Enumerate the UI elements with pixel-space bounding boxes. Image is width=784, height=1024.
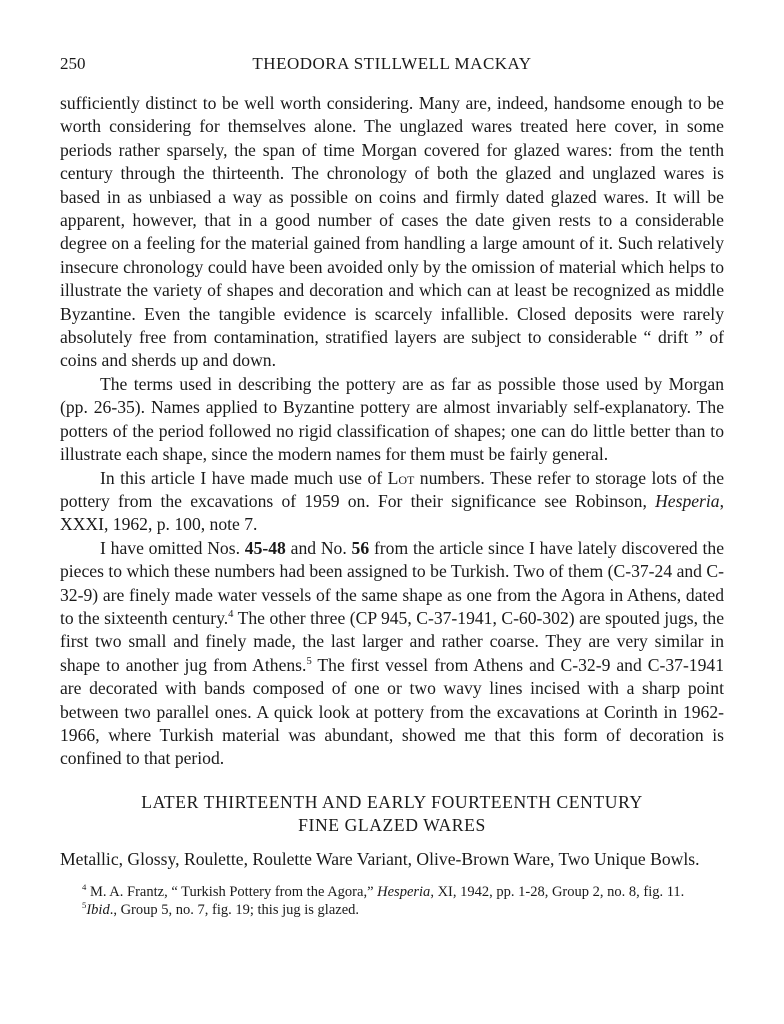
lot-term: Lot <box>387 467 415 488</box>
body-text <box>60 92 724 771</box>
paragraph-lot-numbers <box>60 467 724 537</box>
text-run: I have omitted Nos. <box>100 537 245 558</box>
section-heading-line-2: FINE GLAZED WARES <box>298 815 486 836</box>
section-heading <box>60 791 724 838</box>
text-run: In this article I have made much use of <box>100 467 388 488</box>
footnotes <box>60 883 724 919</box>
catalogue-numbers: 45-48 <box>244 537 286 558</box>
journal-title: Hesperia <box>655 490 720 511</box>
ibid: Ibid <box>86 902 110 918</box>
page-number: 250 <box>60 54 86 73</box>
running-head <box>60 52 724 76</box>
text-run: M. A. Frantz, “ Turkish Pottery from the Agora,” <box>86 884 378 900</box>
text-run: The other three (CP 945, C-37-1941, C-60-302) are spouted jugs, the first two small and finely made, the last larger and rather coarse. They are very similar in shape to another jug from Athens. <box>60 607 724 675</box>
paragraph-continuation: sufficiently distinct to be well worth considering. Many are, indeed, handsome enough to be worth considering for themselves alone. The unglazed wares treated here cover, in some periods rather sparsely, the span of time Morgan covered for glazed wares: from the tenth century through the thirteenth. The chronology of both the glazed and unglazed wares is based in as unbiased a way as possible on coins and firmly dated glazed wares. It will be apparent, however, that in a good number of cases the date given rests to a considerable degree on a feeling for the material gained from handling a large amount of it. Such relatively insecure chronology could have been avoided only by the omission of material which helps to illustrate the variety of shapes and decoration and which can at least be recognized as middle Byzantine. Even the tangible evidence is scarcely infallible. Closed deposits were rarely absolutely free from contamination, stratified layers are subject to considerable “ drift ” of coins and sherds up and down. <box>60 93 724 371</box>
page <box>60 52 724 919</box>
catalogue-number: 56 <box>351 537 370 558</box>
text-run: ., Group 5, no. 7, fig. 19; this jug is glazed. <box>109 902 359 918</box>
footnote-4 <box>60 883 724 901</box>
section-subhead: Metallic, Glossy, Roulette, Roulette Ware Variant, Olive-Brown Ware, Two Unique Bowls. <box>60 848 700 869</box>
text-run: numbers. These refer to storage lots of the pottery from the excavations of 1959 on. For their significance see Robinson, <box>60 467 725 511</box>
footnote-ref-4[interactable]: 4 <box>228 609 234 621</box>
text-run: , XXXI, 1962, p. 100, note 7. <box>60 490 724 535</box>
text-run: The first vessel from Athens and C-32-9 and C-37-1941 are decorated with bands composed of one or two wavy lines incised with a sharp point between two parallel ones. A quick look at pottery from the excavations at Corinth in 1962-1966, where Turkish material was abundant, showed me that this form of decoration is confined to that period. <box>60 654 724 769</box>
section-heading-line-1: LATER THIRTEENTH AND EARLY FOURTEENTH CENTURY <box>141 791 643 812</box>
running-head-author: THEODORA STILLWELL MACKAY <box>252 54 532 73</box>
paragraph-omitted-numbers <box>60 537 724 771</box>
text-run: from the article since I have lately discovered the pieces to which these numbers had been assigned to be Turkish. Two of them (C-37-24 and C-32-9) are finely made water vessels of the same shape as one from the Agora in Athens, dated to the sixteenth century. <box>60 537 725 628</box>
footnote-marker: 4 <box>82 882 87 893</box>
paragraph-terminology: The terms used in describing the pottery are as far as possible those used by Morgan (pp. 26-35). Names applied to Byzantine pottery are almost invariably self-explanatory. The potters of the period followed no rigid classification of shapes; one can do little better than to illustrate each shape, since the modern names for them must be fairly general. <box>60 373 724 465</box>
footnote-ref-5[interactable]: 5 <box>306 655 312 667</box>
text-run: , XI, 1942, pp. 1-28, Group 2, no. 8, fig. 11. <box>430 884 685 900</box>
footnote-marker: 5 <box>82 900 87 911</box>
journal-title: Hesperia <box>377 884 431 900</box>
footnote-5 <box>60 901 724 919</box>
text-run: and No. <box>285 537 352 558</box>
